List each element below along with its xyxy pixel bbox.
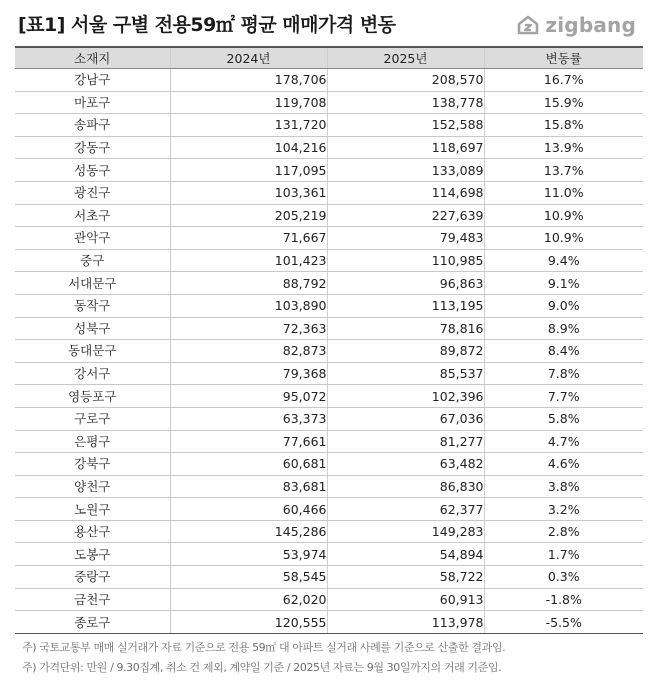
cell-change-rate: 15.9% [484, 91, 643, 114]
table-row [15, 498, 643, 521]
cell-price-2024: 117,095 [170, 159, 327, 182]
cell-price-2025: 118,697 [327, 136, 484, 159]
cell-price-2024: 205,219 [170, 204, 327, 227]
zigbang-logo-text: zigbang [545, 13, 636, 37]
cell-price-2025: 110,985 [327, 249, 484, 272]
cell-change-rate: 10.9% [484, 204, 643, 227]
cell-price-2025: 78,816 [327, 317, 484, 340]
cell-price-2024: 103,361 [170, 181, 327, 204]
cell-region: 도봉구 [15, 543, 170, 566]
cell-price-2024: 95,072 [170, 385, 327, 408]
cell-price-2024: 83,681 [170, 475, 327, 498]
zigbang-house-icon [516, 14, 540, 36]
header-2025: 2025년 [327, 47, 484, 69]
cell-region: 영등포구 [15, 385, 170, 408]
table-row [15, 227, 643, 250]
footnotes [22, 638, 505, 678]
table-row [15, 114, 643, 137]
table-row [15, 317, 643, 340]
cell-price-2025: 113,978 [327, 611, 484, 634]
table-row [15, 453, 643, 476]
cell-region: 서초구 [15, 204, 170, 227]
cell-price-2025: 86,830 [327, 475, 484, 498]
table-row [15, 566, 643, 589]
table-row [15, 407, 643, 430]
cell-price-2025: 96,863 [327, 272, 484, 295]
cell-region: 광진구 [15, 181, 170, 204]
cell-region: 서대문구 [15, 272, 170, 295]
cell-region: 중랑구 [15, 566, 170, 589]
cell-region: 은평구 [15, 430, 170, 453]
table-header-row [15, 47, 643, 69]
cell-price-2024: 131,720 [170, 114, 327, 137]
cell-region: 양천구 [15, 475, 170, 498]
cell-region: 관악구 [15, 227, 170, 250]
cell-price-2025: 208,570 [327, 69, 484, 92]
cell-change-rate: 4.6% [484, 453, 643, 476]
table-row [15, 136, 643, 159]
cell-price-2024: 71,667 [170, 227, 327, 250]
cell-change-rate: 7.8% [484, 362, 643, 385]
cell-region: 노원구 [15, 498, 170, 521]
cell-change-rate: 8.4% [484, 340, 643, 363]
cell-price-2025: 152,588 [327, 114, 484, 137]
cell-region: 성북구 [15, 317, 170, 340]
cell-price-2024: 79,368 [170, 362, 327, 385]
cell-price-2025: 133,089 [327, 159, 484, 182]
cell-price-2025: 114,698 [327, 181, 484, 204]
cell-price-2024: 77,661 [170, 430, 327, 453]
cell-region: 용산구 [15, 520, 170, 543]
cell-region: 성동구 [15, 159, 170, 182]
cell-price-2025: 67,036 [327, 407, 484, 430]
cell-price-2024: 63,373 [170, 407, 327, 430]
table-title: [표1] 서울 구별 전용59㎡ 평균 매매가격 변동 [18, 14, 396, 36]
table-row [15, 69, 643, 92]
cell-change-rate: -5.5% [484, 611, 643, 634]
cell-price-2025: 81,277 [327, 430, 484, 453]
cell-price-2024: 62,020 [170, 588, 327, 611]
table-row [15, 611, 643, 634]
cell-change-rate: 3.2% [484, 498, 643, 521]
cell-change-rate: 1.7% [484, 543, 643, 566]
cell-price-2024: 103,890 [170, 294, 327, 317]
table-row [15, 362, 643, 385]
cell-price-2025: 102,396 [327, 385, 484, 408]
cell-price-2025: 85,537 [327, 362, 484, 385]
cell-price-2025: 62,377 [327, 498, 484, 521]
header-region: 소재지 [15, 47, 170, 69]
cell-price-2024: 82,873 [170, 340, 327, 363]
cell-price-2025: 138,778 [327, 91, 484, 114]
cell-change-rate: 13.9% [484, 136, 643, 159]
cell-price-2025: 60,913 [327, 588, 484, 611]
cell-region: 송파구 [15, 114, 170, 137]
cell-change-rate: 0.3% [484, 566, 643, 589]
cell-price-2024: 119,708 [170, 91, 327, 114]
table-row [15, 294, 643, 317]
table-row [15, 340, 643, 363]
cell-price-2025: 149,283 [327, 520, 484, 543]
cell-region: 강북구 [15, 453, 170, 476]
cell-region: 강서구 [15, 362, 170, 385]
cell-price-2024: 120,555 [170, 611, 327, 634]
cell-region: 강남구 [15, 69, 170, 92]
cell-price-2024: 178,706 [170, 69, 327, 92]
table-row [15, 249, 643, 272]
cell-price-2025: 58,722 [327, 566, 484, 589]
cell-price-2024: 104,216 [170, 136, 327, 159]
footnote-source: 주) 국토교통부 매매 실거래가 자료 기준으로 전용 59㎡ 대 아파트 실거래 사례를 기준으로 산출한 결과임. [22, 641, 506, 654]
cell-price-2024: 60,681 [170, 453, 327, 476]
cell-change-rate: 9.1% [484, 272, 643, 295]
cell-region: 마포구 [15, 91, 170, 114]
footnote-unit: 주) 가격단위: 만원 / 9.30집계, 취소 건 제외, 계약일 기준 / 2025년 자료는 9월 30일까지의 거래 기준임. [22, 661, 502, 674]
table-row [15, 588, 643, 611]
table-row [15, 475, 643, 498]
table-body [15, 69, 643, 634]
cell-change-rate: 8.9% [484, 317, 643, 340]
header-change-rate: 변동률 [484, 47, 643, 69]
header-2024: 2024년 [170, 47, 327, 69]
cell-region: 동작구 [15, 294, 170, 317]
cell-price-2024: 88,792 [170, 272, 327, 295]
cell-change-rate: 16.7% [484, 69, 643, 92]
cell-change-rate: 5.8% [484, 407, 643, 430]
table-row [15, 159, 643, 182]
table-row [15, 181, 643, 204]
cell-change-rate: 9.4% [484, 249, 643, 272]
cell-change-rate: 3.8% [484, 475, 643, 498]
cell-change-rate: -1.8% [484, 588, 643, 611]
cell-change-rate: 13.7% [484, 159, 643, 182]
cell-price-2025: 54,894 [327, 543, 484, 566]
cell-region: 중구 [15, 249, 170, 272]
cell-price-2025: 227,639 [327, 204, 484, 227]
table-row [15, 543, 643, 566]
cell-price-2024: 72,363 [170, 317, 327, 340]
cell-region: 종로구 [15, 611, 170, 634]
cell-change-rate: 7.7% [484, 385, 643, 408]
cell-region: 구로구 [15, 407, 170, 430]
cell-region: 동대문구 [15, 340, 170, 363]
cell-price-2024: 53,974 [170, 543, 327, 566]
cell-change-rate: 11.0% [484, 181, 643, 204]
price-change-table [15, 46, 643, 634]
cell-price-2024: 60,466 [170, 498, 327, 521]
table-row [15, 91, 643, 114]
table-row [15, 430, 643, 453]
cell-change-rate: 10.9% [484, 227, 643, 250]
cell-price-2024: 58,545 [170, 566, 327, 589]
cell-price-2025: 63,482 [327, 453, 484, 476]
table-row [15, 520, 643, 543]
cell-change-rate: 9.0% [484, 294, 643, 317]
cell-price-2025: 113,195 [327, 294, 484, 317]
cell-price-2024: 145,286 [170, 520, 327, 543]
cell-region: 금천구 [15, 588, 170, 611]
cell-change-rate: 4.7% [484, 430, 643, 453]
table-row [15, 272, 643, 295]
cell-price-2025: 79,483 [327, 227, 484, 250]
cell-region: 강동구 [15, 136, 170, 159]
cell-price-2024: 101,423 [170, 249, 327, 272]
cell-change-rate: 2.8% [484, 520, 643, 543]
table-row [15, 385, 643, 408]
cell-price-2025: 89,872 [327, 340, 484, 363]
table-row [15, 204, 643, 227]
zigbang-logo [516, 13, 636, 37]
cell-change-rate: 15.8% [484, 114, 643, 137]
